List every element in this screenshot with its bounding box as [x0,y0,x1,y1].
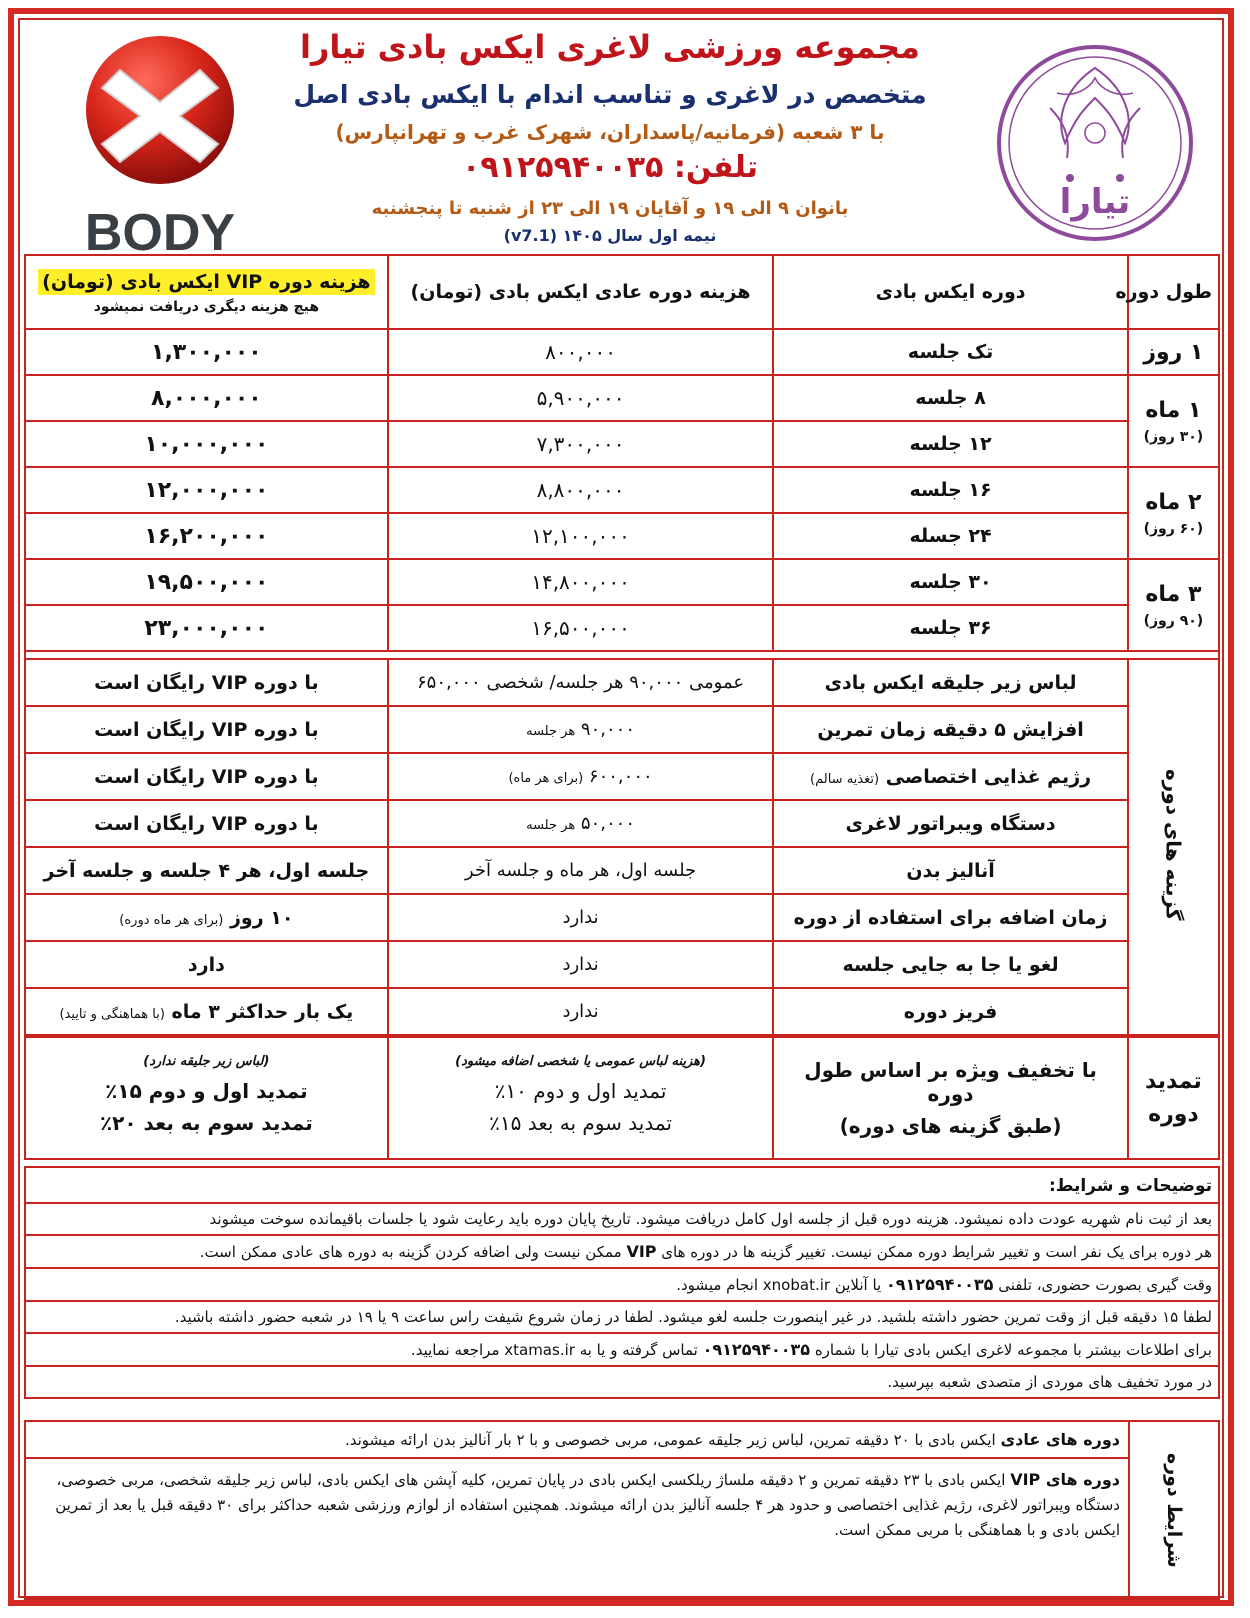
option-name-cell [773,800,1127,847]
option-normal-cell [388,753,774,800]
option-normal: ندارد [562,954,599,975]
course-length-days: (۹۰ روز) [1143,612,1204,629]
option-row [25,753,1219,800]
vip-price-value: ۱,۳۰۰,۰۰۰ [151,339,262,365]
normal-price [388,375,774,421]
page-title: مجموعه ورزشی لاغری ایکس بادی تیارا [300,28,920,66]
terms-vip [26,1459,1128,1551]
option-vip: با دوره VIP رایگان است [94,765,319,788]
normal-price-value: ۱۲,۱۰۰,۰۰۰ [531,524,630,548]
vip-price [25,329,388,375]
terms-section [24,1420,1220,1600]
option-vip-cell [25,847,388,894]
note-line [26,1202,1218,1234]
course-sessions: تک جلسه [773,329,1127,375]
terms-vip-bold: دوره های VIP [1010,1470,1120,1489]
table-header-row [25,255,1219,329]
option-normal-cell [388,659,774,706]
option-row [25,847,1219,894]
renewal-course-2: (طبق گزینه های دوره) [839,1114,1062,1138]
note-text: در مورد تخفیف های موردی از متصدی شعبه بپرسید. [887,1373,1212,1391]
option-vip-cell [25,894,388,941]
terms-label: شرایط دوره [1163,1452,1185,1568]
note-text: برای اطلاعات بیشتر با مجموعه لاغری ایکس بادی تیارا با شماره [810,1341,1212,1359]
renewal-normal-2: تمدید سوم به بعد ۱۵٪ [489,1110,672,1135]
note-bold: ۰۹۱۲۵۹۴۰۰۳۵ [702,1340,811,1359]
normal-price [388,559,774,605]
note-text: وقت گیری بصورت حضوری، تلفنی [993,1276,1212,1294]
option-name: رژیم غذایی اختصاصی [885,765,1092,788]
vip-price-value: ۱۲,۰۰۰,۰۰۰ [144,477,269,503]
header-length: طول دوره [1128,255,1219,329]
normal-price [388,513,774,559]
price-table [24,254,1220,1036]
price-row [25,605,1219,651]
note-line [26,1332,1218,1365]
option-row [25,659,1219,706]
header-normal: هزینه دوره عادی ایکس بادی (تومان) [388,255,774,329]
tiara-logo-text: تیارا [1059,182,1131,222]
vip-price-value: ۱۶,۲۰۰,۰۰۰ [144,523,269,549]
options-label: گزینه های دوره [1161,768,1186,921]
option-normal: جلسه اول، هر ماه و جلسه آخر [464,860,697,881]
vip-price [25,559,388,605]
price-row [25,467,1219,513]
renewal-label-1: تمدید [1145,1069,1202,1094]
course-sessions: ۱۲ جلسه [773,421,1127,467]
renewal-normal [388,1037,774,1159]
option-vip-cell [25,988,388,1035]
renewal-row [25,1037,1219,1159]
option-normal-cell [388,800,774,847]
options-label-cell [1128,659,1219,1035]
vip-price [25,467,388,513]
renewal-label-2: دوره [1148,1102,1199,1127]
renewal-normal-1: تمدید اول و دوم ۱۰٪ [494,1078,667,1103]
normal-price-value: ۱۶,۵۰۰,۰۰۰ [531,616,630,640]
branches-text: با ۳ شعبه (فرمانیه/پاسداران، شهرک غرب و تهرانپارس) [335,120,885,144]
normal-price-value: ۸,۸۰۰,۰۰۰ [536,478,625,502]
course-length-cell [1128,559,1219,651]
option-vip-cell [25,659,388,706]
renewal-course [773,1037,1127,1159]
terms-side [1128,1422,1218,1598]
note-text-end: تماس گرفته و یا به xtamas.ir مراجعه نمایید. [410,1341,703,1359]
normal-price-value: ۸۰۰,۰۰۰ [545,340,616,364]
option-vip: یک بار حداکثر ۳ ماه [171,1000,354,1023]
option-name: فریز دوره [903,1000,998,1023]
renewal-vip-2: تمدید سوم به بعد ۲۰٪ [99,1110,313,1135]
option-name: افزایش ۵ دقیقه زمان تمرین [817,718,1084,741]
renewal-vip-note: (لباس زیر جلیقه ندارد) [143,1053,270,1069]
renewal-course-1: با تخفیف ویژه بر اساس طول دوره [804,1058,1097,1106]
note-bold: VIP [626,1242,657,1261]
vip-price-value: ۸,۰۰۰,۰۰۰ [151,385,262,411]
normal-price [388,421,774,467]
vip-price-value: ۱۹,۵۰۰,۰۰۰ [144,569,269,595]
note-text: هر دوره برای یک نفر است و تغییر شرایط دوره ممکن نیست. تغییر گزینه ها در دوره های [656,1243,1212,1261]
vip-price [25,375,388,421]
price-row [25,421,1219,467]
note-bold: ۰۹۱۲۵۹۴۰۰۳۵ [886,1275,994,1294]
price-row [25,329,1219,375]
notes-title: توضیحات و شرایط: [1048,1176,1212,1196]
hours-text: بانوان ۹ الی ۱۹ و آقایان ۱۹ الی ۲۳ از شنبه تا پنجشنبه [371,198,849,219]
option-normal: ندارد [562,907,599,928]
option-name-cell [773,941,1127,988]
option-normal-note: هر جلسه [526,724,576,739]
note-text-end: یا آنلاین xnobat.ir انجام میشود. [676,1276,886,1294]
option-vip: با دوره VIP رایگان است [94,812,319,835]
option-vip-cell [25,706,388,753]
option-name: لباس زیر جلیقه ایکس بادی [824,671,1077,694]
option-vip-cell [25,753,388,800]
course-sessions: ۳۶ جلسه [773,605,1127,651]
xbody-logo-text: BODY [84,204,236,262]
course-length-cell [1128,467,1219,559]
option-normal-cell [388,847,774,894]
option-vip: با دوره VIP رایگان است [94,718,319,741]
header-vip-note: هیچ هزینه دیگری دریافت نمیشود [93,299,320,315]
option-name: دستگاه ویبراتور لاغری [845,812,1056,835]
option-name: زمان اضافه برای استفاده از دوره [793,906,1108,929]
option-name-cell [773,988,1127,1035]
option-vip-cell [25,800,388,847]
phone-text: تلفن: ۰۹۱۲۵۹۴۰۰۳۵ [462,150,758,185]
vip-price-value: ۱۰,۰۰۰,۰۰۰ [144,431,269,457]
option-name-note: (تغذیه سالم) [810,771,880,787]
price-row [25,375,1219,421]
table-separator [25,651,1219,659]
tiara-logo [995,38,1195,248]
option-vip: جلسه اول، هر ۴ جلسه و جلسه آخر [43,859,370,882]
option-vip-note: (با هماهنگی و تایید) [59,1006,165,1022]
terms-body [26,1422,1128,1598]
option-normal-note: هر جلسه [526,818,576,833]
header-course: دوره ایکس بادی [773,255,1127,329]
option-vip: با دوره VIP رایگان است [94,671,319,694]
option-normal-cell [388,706,774,753]
normal-price [388,467,774,513]
option-vip: دارد [187,953,225,976]
renewal-vip [25,1037,388,1159]
option-row [25,706,1219,753]
normal-price [388,329,774,375]
vip-price-value: ۲۳,۰۰۰,۰۰۰ [144,615,269,641]
note-text: بعد از ثبت نام شهریه عودت داده نمیشود. هزینه دوره قبل از جلسه اول کامل دریافت میشود. تاریخ پایان دوره باید رعایت شود یا جلسات باقیمانده سوخت میشوند [209,1210,1212,1228]
option-row [25,988,1219,1035]
option-name-cell [773,753,1127,800]
note-line [26,1300,1218,1332]
course-length: ۱ ماه [1145,397,1202,423]
option-normal: ۶۰۰,۰۰۰ [588,766,653,787]
xbody-logo [60,32,260,262]
normal-price-value: ۷,۳۰۰,۰۰۰ [536,432,625,456]
option-row [25,800,1219,847]
option-vip-note: (برای هر ماه دوره) [119,912,224,928]
header-vip-label: هزینه دوره VIP ایکس بادی (تومان) [38,269,374,295]
note-line [26,1267,1218,1300]
course-length-days: (۶۰ روز) [1143,520,1204,537]
renewal-normal-note: (هزینه لباس عمومی یا شخصی اضافه میشود) [455,1053,706,1069]
price-row [25,513,1219,559]
option-name-cell [773,847,1127,894]
header-vip [25,255,388,329]
term-text: نیمه اول سال ۱۴۰۵ (v7.1) [503,226,717,245]
vip-price [25,513,388,559]
terms-vip-text: ایکس بادی با ۲۳ دقیقه تمرین و ۲ دقیقه ملساژ ریلکسی ایکس بادی در پایان تمرین، کلیه آپشن های ایکس بادی، لباس زیر جلیقه شخصی، مربی خصوصی، دستگاه ویبراتور لاغری، رژیم غذایی اختصاصی و حدود هر ۴ جلسه آنالیز بدن ارائه میشوند. همچنین استفاده از لوازم ورزشی شعبه حداکثر برای ۳۰ دقیقه قبل یا بعد از تمرین ایکس بادی و با هماهنگی با مربی ممکن است. [55,1471,1120,1540]
normal-price [388,605,774,651]
renewal-label [1128,1037,1219,1159]
price-row [25,559,1219,605]
normal-price-value: ۱۴,۸۰۰,۰۰۰ [531,570,630,594]
notes-section [24,1166,1220,1399]
course-length-days: (۳۰ روز) [1143,428,1204,445]
option-normal: ندارد [562,1001,599,1022]
renewal-table [24,1036,1220,1160]
option-name-cell [773,659,1127,706]
option-normal-cell [388,894,774,941]
option-normal-note: (برای هر ماه) [508,771,584,786]
course-length-cell [1128,375,1219,467]
option-vip-cell [25,941,388,988]
option-normal: ۹۰,۰۰۰ [580,719,635,740]
course-sessions: ۳۰ جلسه [773,559,1127,605]
vip-price [25,421,388,467]
option-name: آنالیز بدن [906,859,995,882]
note-text: لطفا ۱۵ دقیقه قبل از وقت تمرین حضور داشته بلشید. در غیر اینصورت جلسه لغو میشود. لطفا در زمان شروع شیفت راس ساعت ۹ یا ۱۹ در شعبه حضور داشته باشید. [174,1308,1212,1326]
terms-normal [26,1422,1128,1459]
option-name-cell [773,706,1127,753]
terms-normal-text: ایکس بادی با ۲۰ دقیقه تمرین، لباس زیر جلیقه عمومی، مربی خصوصی و با ۲ بار آنالیز بدن ارائه میشوند. [344,1431,1001,1449]
terms-normal-bold: دوره های عادی [1000,1430,1120,1449]
normal-price-value: ۵,۹۰۰,۰۰۰ [536,386,625,410]
course-sessions: ۱۶ جلسه [773,467,1127,513]
course-length-cell [1128,329,1219,375]
table-separator-cell [25,651,1219,659]
option-name: لغو یا جا به جایی جلسه [842,953,1059,976]
option-name-cell [773,894,1127,941]
option-normal-cell [388,941,774,988]
option-normal: عمومی ۹۰,۰۰۰ هر جلسه/ شخصی ۶۵۰,۰۰۰ [417,672,745,693]
course-length: ۳ ماه [1145,581,1202,607]
option-row [25,894,1219,941]
renewal-vip-1: تمدید اول و دوم ۱۵٪ [105,1078,308,1103]
page-subtitle: متخصص در لاغری و تناسب اندام با ایکس بادی اصل [293,80,927,109]
option-row [25,941,1219,988]
option-normal: ۵۰,۰۰۰ [580,813,635,834]
option-vip: ۱۰ روز [229,906,294,929]
note-line [26,1234,1218,1267]
note-line [26,1365,1218,1397]
course-sessions: ۲۴ جسله [773,513,1127,559]
note-text-end: ممکن نیست ولی اضافه کردن گزینه به دوره های عادی ممکن است. [199,1243,627,1261]
course-length: ۱ روز [1143,339,1204,365]
course-sessions: ۸ جلسه [773,375,1127,421]
option-normal-cell [388,988,774,1035]
vip-price [25,605,388,651]
course-length: ۲ ماه [1145,489,1202,515]
